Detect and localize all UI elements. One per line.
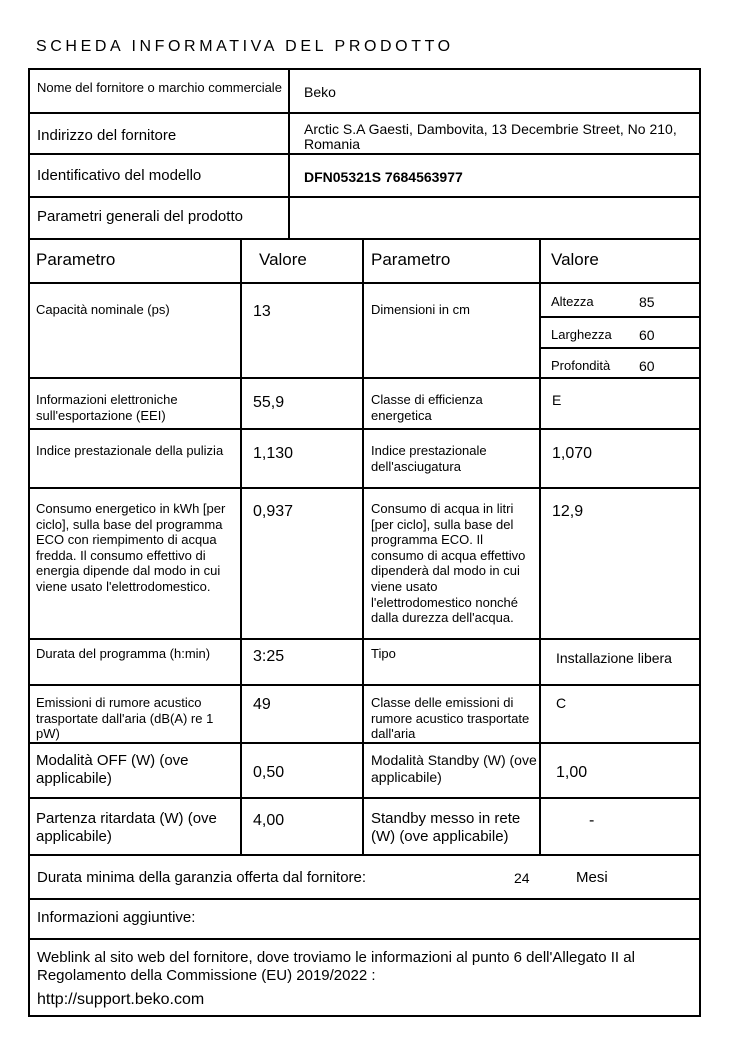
param-label: Dimensioni in cm [371, 302, 470, 317]
param-value: 1,130 [253, 445, 294, 462]
param-label: Informazioni elettroniche sull'esportazione (EEI) [36, 392, 178, 423]
general-params-label: Parametri generali del prodotto [37, 208, 243, 225]
param-label: Indice prestazionale della pulizia [36, 443, 224, 458]
general-params-label-cell [28, 196, 292, 240]
param-label: Emissioni di rumore acustico trasportate dall'aria (dB(A) re 1 pW) [36, 695, 214, 742]
header-param-right: Parametro [371, 250, 451, 269]
param-label: Capacità nominale (ps) [36, 302, 170, 317]
weblink-url[interactable]: http://support.beko.com [37, 991, 205, 1008]
warranty-label: Durata minima della garanzia offerta dal fornitore: [37, 869, 367, 886]
param-value: 4,00 [253, 812, 285, 829]
param-value: C [556, 695, 567, 711]
weblink-cell [28, 938, 701, 1017]
dim-label-depth: Profondità [551, 358, 611, 373]
weblink-text: Weblink al sito web del fornitore, dove troviamo le informazioni al punto 6 dell'Allegato II al Regolamento della Commissione (EU) 2019/2022 : [37, 949, 635, 984]
param-value: 12,9 [552, 503, 584, 520]
table-divider-2 [362, 238, 364, 856]
model-value: DFN05321S 7684563977 [304, 169, 463, 185]
param-value: 55,9 [253, 394, 285, 411]
warranty-value: 24 [514, 870, 530, 886]
page-title: SCHEDA INFORMATIVA DEL PRODOTTO [36, 38, 454, 55]
param-value: 49 [253, 696, 271, 713]
header-param-left: Parametro [36, 250, 116, 269]
model-value-cell [288, 153, 701, 198]
param-label: Modalità Standby (W) (ove applicabile) [371, 752, 537, 785]
additional-info-cell [28, 898, 701, 940]
model-label-cell [28, 153, 292, 198]
param-label: Tipo [371, 646, 396, 661]
row-divider [28, 377, 701, 379]
param-label: Durata del programma (h:min) [36, 646, 211, 661]
dim-value-depth: 60 [639, 358, 655, 374]
param-value: Installazione libera [556, 650, 672, 666]
dim-divider [539, 316, 701, 318]
param-label: Consumo di acqua in litri [per ciclo], sulla base del programma ECO. Il consumo di acqua effettivo dipenderà dal modo in cui viene usato l'elettrodomestico nonché dalla durezza dell'acqua. [371, 501, 526, 626]
additional-info-label: Informazioni aggiuntive: [37, 909, 196, 926]
supplier-name-value: Beko [304, 84, 336, 100]
param-label: Indice prestazionale dell'asciugatura [371, 443, 487, 474]
dim-label-width: Larghezza [551, 327, 612, 342]
general-params-value-cell [288, 196, 701, 240]
param-label: Classe di efficienza energetica [371, 392, 483, 423]
row-divider [28, 742, 701, 744]
row-divider [28, 428, 701, 430]
param-label: Partenza ritardata (W) (ove applicabile) [36, 810, 217, 845]
param-value: 13 [253, 303, 271, 320]
supplier-name-label-cell [28, 68, 292, 114]
warranty-cell [28, 854, 701, 900]
dim-divider [539, 347, 701, 349]
row-divider [28, 797, 701, 799]
param-label: Classe delle emissioni di rumore acustico trasportate dall'aria [371, 695, 530, 742]
supplier-address-label-cell [28, 112, 292, 155]
param-value: 1,070 [552, 445, 593, 462]
dim-value-width: 60 [639, 327, 655, 343]
param-value: 3:25 [253, 648, 285, 665]
dim-value-height: 85 [639, 294, 655, 310]
param-value: 0,937 [253, 503, 294, 520]
row-divider [28, 487, 701, 489]
row-divider [28, 638, 701, 640]
param-label: Standby messo in rete (W) (ove applicabile) [371, 810, 521, 845]
row-divider [28, 684, 701, 686]
warranty-unit: Mesi [576, 869, 608, 886]
supplier-name-label: Nome del fornitore o marchio commerciale [37, 80, 282, 95]
table-divider-1 [240, 238, 242, 856]
dim-label-height: Altezza [551, 294, 594, 309]
model-label: Identificativo del modello [37, 167, 202, 184]
header-value-left: Valore [259, 250, 307, 269]
param-label: Consumo energetico in kWh [per ciclo], sulla base del programma ECO con riempimento di acqua fredda. Il consumo effettivo di energia dipende dal modo in cui viene usato l'elettrodomestico. [36, 501, 226, 594]
supplier-address-value: Arctic S.A Gaesti, Dambovita, 13 Decembrie Street, No 210, Romania [304, 121, 677, 153]
supplier-address-value-cell [288, 112, 701, 155]
supplier-name-value-cell [288, 68, 701, 114]
supplier-address-label: Indirizzo del fornitore [37, 127, 177, 144]
header-value-right: Valore [551, 250, 599, 269]
param-label: Modalità OFF (W) (ove applicabile) [36, 752, 189, 787]
param-value: 0,50 [253, 764, 285, 781]
param-value: E [552, 392, 562, 408]
param-value: 1,00 [556, 764, 588, 781]
param-value: - [589, 812, 595, 829]
row-divider [28, 282, 701, 284]
